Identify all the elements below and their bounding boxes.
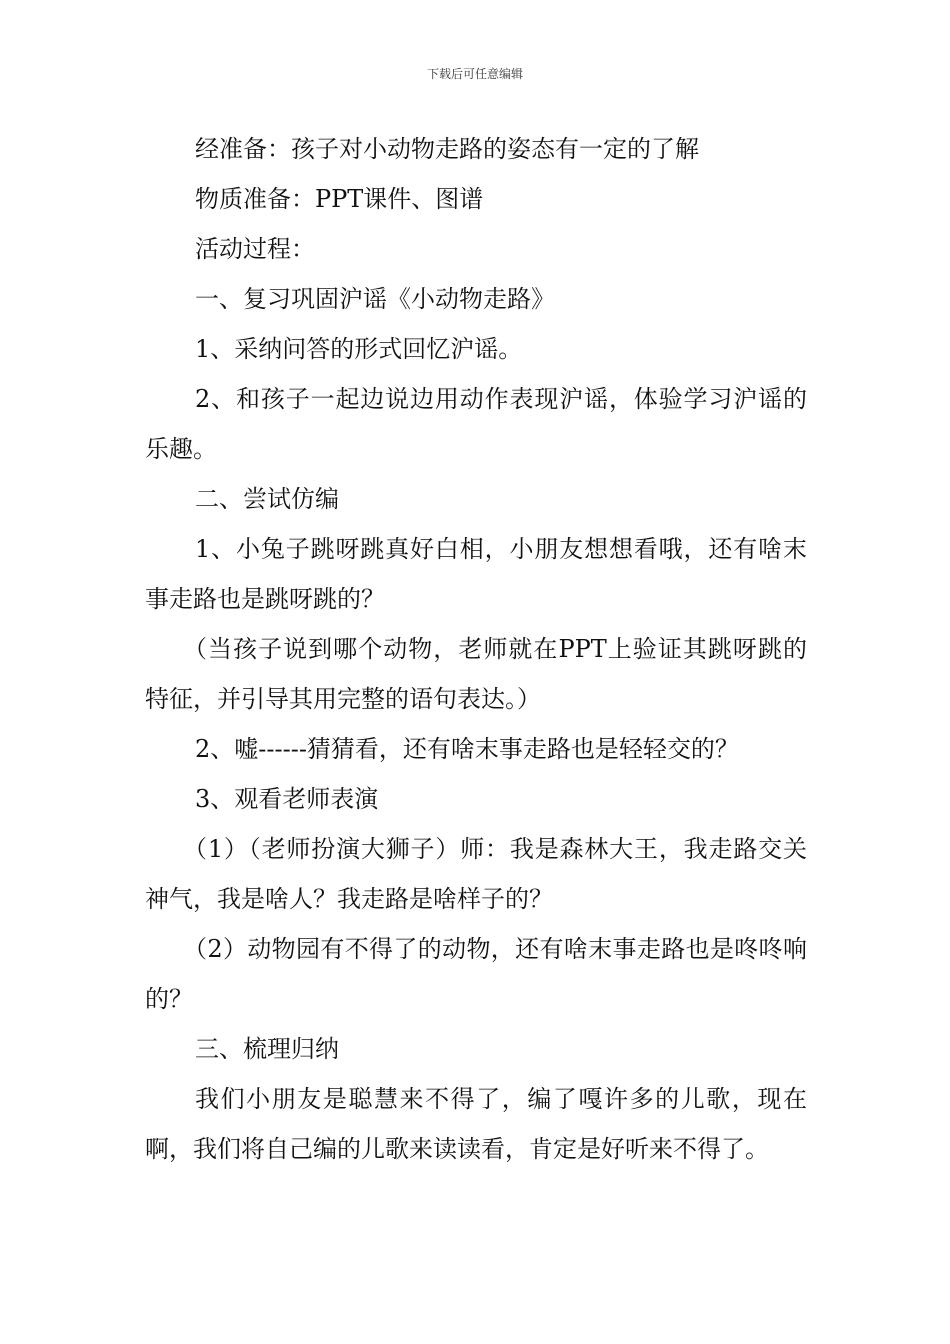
paragraph-item-2-1: 1、小兔子跳呀跳真好白相，小朋友想想看哦，还有啥末事走路也是跳呀跳的？ — [145, 535, 807, 613]
section-heading-2: 二、尝试仿编 — [195, 485, 339, 513]
paragraph-material-prep: 物质准备：PPT课件、图谱 — [195, 185, 484, 213]
paragraph-summary: 我们小朋友是聪慧来不得了，编了嘎许多的儿歌，现在啊，我们将自己编的儿歌来读读看，肯定是好听来不得了。 — [145, 1085, 807, 1163]
paragraph-experience-prep: 经准备：孩子对小动物走路的姿态有一定的了解 — [195, 135, 699, 163]
paragraph-item-1-1: 1、采纳问答的形式回忆沪谣。 — [195, 335, 523, 363]
paragraph-item-2-3-2: （2）动物园有不得了的动物，还有啥末事走路也是咚咚响的？ — [145, 935, 807, 1013]
paragraph-activity-process: 活动过程： — [195, 235, 315, 263]
document-body — [145, 124, 807, 1174]
paragraph-item-2-1-note: （当孩子说到哪个动物，老师就在PPT上验证其跳呀跳的特征，并引导其用完整的语句表达。） — [145, 635, 807, 713]
page-header-note: 下载后可任意编辑 — [426, 67, 523, 81]
paragraph-item-2-3: 3、观看老师表演 — [195, 785, 379, 813]
paragraph-item-2-2: 2、嘘------猜猜看，还有啥末事走路也是轻轻交的？ — [195, 735, 739, 763]
section-heading-3: 三、梳理归纳 — [195, 1035, 339, 1063]
section-heading-1: 一、复习巩固沪谣《小动物走路》 — [195, 285, 555, 313]
paragraph-item-1-2: 2、和孩子一起边说边用动作表现沪谣，体验学习沪谣的乐趣。 — [145, 385, 807, 463]
paragraph-item-2-3-1: （1）（老师扮演大狮子）师：我是森林大王，我走路交关神气，我是啥人？我走路是啥样子的？ — [145, 835, 807, 913]
